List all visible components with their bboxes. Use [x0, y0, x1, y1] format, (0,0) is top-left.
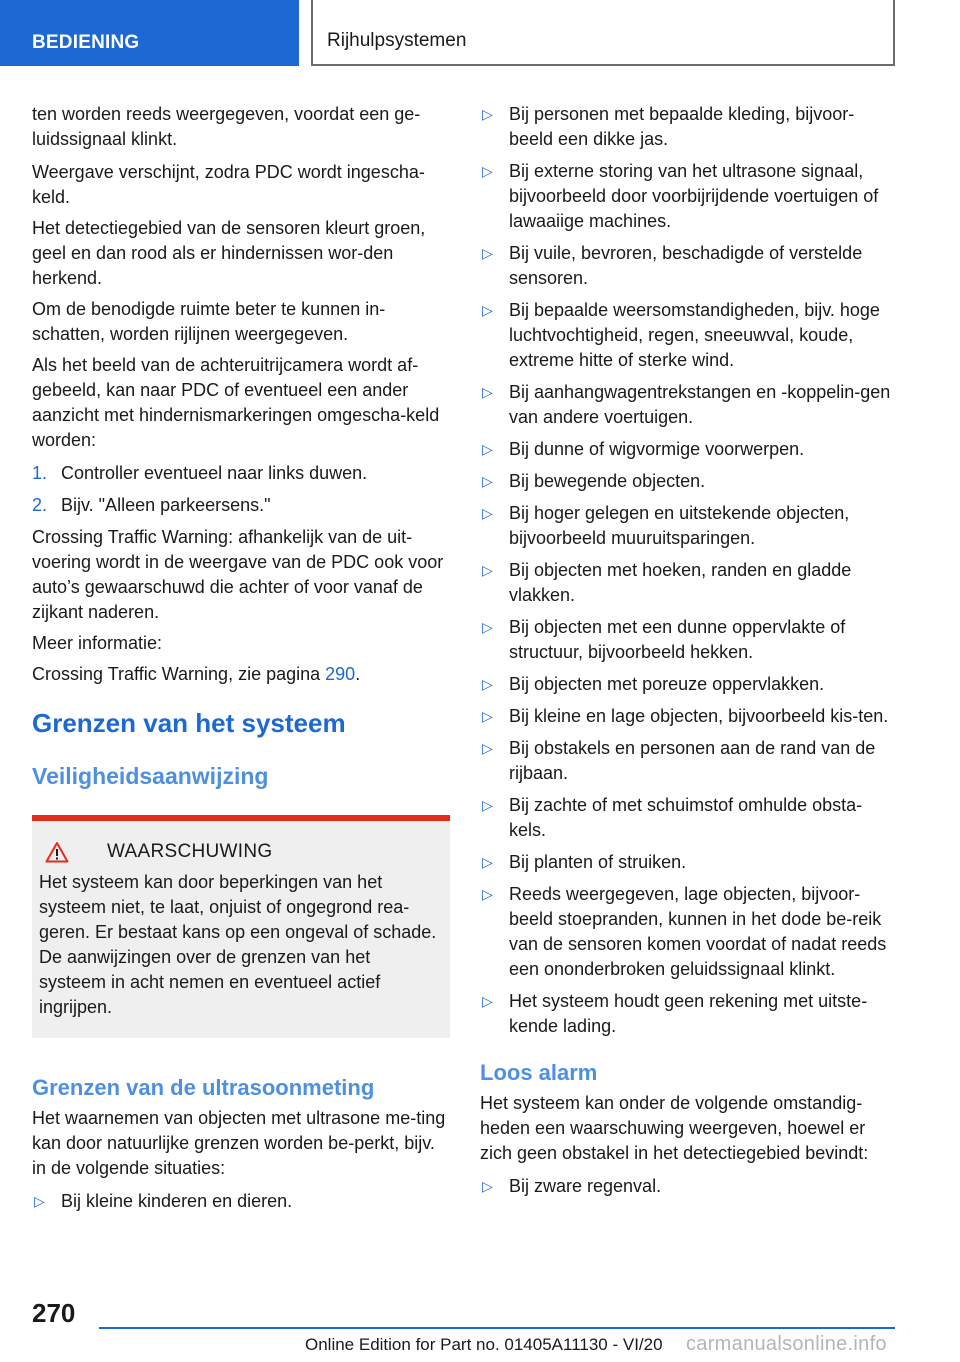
paragraph: Het waarnemen van objecten met ultrasone me-ting kan door natuurlijke grenzen worden be-perkt, bijv. in de volgende situaties: — [32, 1108, 446, 1178]
list-item-text: Bij externe storing van het ultrasone signaal, bijvoorbeeld door voorbijrijdende voertuigen of lawaaiige machines. — [509, 161, 879, 231]
bullet-triangle-icon: ▷ — [482, 676, 493, 692]
subsection-heading: Veiligheidsaanwijzing — [32, 763, 269, 789]
list-item — [480, 615, 898, 665]
step-text: Bijv. "Alleen parkeersens." — [61, 495, 271, 515]
paragraph: Om de benodigde ruimte beter te kunnen in-schatten, worden rijlijnen weergegeven. — [32, 299, 386, 344]
list-item — [480, 1174, 898, 1199]
list-item — [480, 437, 898, 462]
list-item — [480, 989, 898, 1039]
list-item — [480, 793, 898, 843]
bullet-triangle-icon: ▷ — [482, 854, 493, 870]
list-item-text: Bij objecten met hoeken, randen en gladde vlakken. — [509, 560, 852, 605]
step-number: 1. — [32, 463, 48, 483]
chapter-title: Rijhulpsystemen — [311, 0, 895, 66]
list-item-text: Bij personen met bepaalde kleding, bijvoor-beeld een dikke jas. — [509, 104, 855, 149]
list-item-text: Bij kleine en lage objecten, bijvoorbeeld kis-ten. — [509, 706, 889, 726]
bullet-triangle-icon: ▷ — [482, 740, 493, 756]
paragraph: ten worden reeds weergegeven, voordat een ge-luidssignaal klinkt. — [32, 104, 421, 149]
subsection-heading: Loos alarm — [480, 1060, 598, 1085]
list-item-text: Bij bewegende objecten. — [509, 471, 706, 491]
page-link[interactable]: 290 — [325, 664, 356, 684]
list-item-text: Bij planten of struiken. — [509, 852, 687, 872]
list-item — [480, 558, 898, 608]
list-item — [32, 461, 450, 486]
bullet-triangle-icon: ▷ — [482, 993, 493, 1009]
list-item-text: Bij dunne of wigvormige voorwerpen. — [509, 439, 805, 459]
cross-reference — [32, 662, 450, 687]
bullet-triangle-icon: ▷ — [482, 441, 493, 457]
bullet-triangle-icon: ▷ — [482, 163, 493, 179]
list-item-text: Bij objecten met poreuze oppervlakken. — [509, 674, 825, 694]
list-item — [480, 159, 898, 234]
warning-box — [32, 815, 450, 1038]
footer-rule — [99, 1327, 895, 1329]
bullet-triangle-icon: ▷ — [482, 505, 493, 521]
list-item-text: Bij zware regenval. — [509, 1176, 662, 1196]
list-item — [480, 882, 898, 982]
list-item-text: Bij kleine kinderen en dieren. — [61, 1191, 293, 1211]
bullet-triangle-icon: ▷ — [482, 384, 493, 400]
warning-text: Het systeem kan door beperkingen van het systeem niet, te laat, onjuist of ongegrond rea-geren. Er bestaat kans op een ongeval of schade. De aanwijzingen over de grenzen van het systeem in acht nemen en eventueel actief ingrijpen. — [39, 872, 437, 1017]
list-item — [480, 704, 898, 729]
bullet-triangle-icon: ▷ — [482, 562, 493, 578]
list-item-text: Het systeem houdt geen rekening met uitste-kende lading. — [509, 991, 868, 1036]
paragraph: Weergave verschijnt, zodra PDC wordt ingescha-keld. — [32, 162, 425, 207]
list-item — [32, 493, 450, 518]
list-item — [480, 850, 898, 875]
list-item — [480, 672, 898, 697]
list-item — [480, 469, 898, 494]
list-item-text: Reeds weergegeven, lage objecten, bijvoor-beeld stoepranden, kunnen in het dode be-reik van de sensoren komen voordat of nadat reeds een ononderbroken geluidssignaal klinkt. — [509, 884, 887, 979]
warning-title: WAARSCHUWING — [107, 841, 273, 862]
bullet-triangle-icon: ▷ — [482, 708, 493, 724]
right-column — [480, 102, 898, 1206]
list-item-text: Bij objecten met een dunne oppervlakte of structuur, bijvoorbeeld hekken. — [509, 617, 846, 662]
bullet-triangle-icon: ▷ — [482, 619, 493, 635]
left-column — [32, 102, 450, 1221]
bullet-list — [480, 102, 898, 1039]
ultrasound-section — [32, 1074, 450, 1214]
edition-line: Online Edition for Part no. 01405A11130 - VI/20 — [305, 1335, 663, 1354]
section-heading: Grenzen van het systeem — [32, 708, 346, 738]
bullet-triangle-icon: ▷ — [482, 797, 493, 813]
list-item — [32, 1189, 450, 1214]
paragraph: Als het beeld van de achteruitrijcamera wordt af-gebeeld, kan naar PDC of eventueel een ander aanzicht met hindernismarkeringen omgescha-keld worden: — [32, 355, 440, 450]
paragraph: Het systeem kan onder de volgende omstandig-heden een waarschuwing weergeven, hoewel er zich geen obstakel in het detectiegebied bevindt: — [480, 1093, 869, 1163]
list-item — [480, 380, 898, 430]
bullet-triangle-icon: ▷ — [482, 886, 493, 902]
paragraph: Meer informatie: — [32, 633, 163, 653]
list-item — [480, 102, 898, 152]
warning-triangle-icon — [45, 841, 69, 863]
cross-reference-text: Crossing Traffic Warning, zie pagina — [32, 664, 326, 684]
page-number: 270 — [32, 1298, 76, 1328]
bullet-triangle-icon: ▷ — [482, 106, 493, 122]
paragraph: Het detectiegebied van de sensoren kleurt groen, geel en dan rood als er hindernissen wor-den herkend. — [32, 218, 426, 288]
bullet-triangle-icon: ▷ — [482, 245, 493, 261]
subsection-heading: Grenzen van de ultrasoonmeting — [32, 1075, 375, 1100]
list-item-text: Bij zachte of met schuimstof omhulde obsta-kels. — [509, 795, 863, 840]
step-text: Controller eventueel naar links duwen. — [61, 463, 368, 483]
cross-reference-end: . — [355, 664, 361, 684]
list-item-text: Bij aanhangwagentrekstangen en -koppelin-gen van andere voertuigen. — [509, 382, 891, 427]
list-item — [480, 298, 898, 373]
paragraph: Crossing Traffic Warning: afhankelijk van de uit-voering wordt in de weergave van de PDC ook voor auto’s gewaarschuwd die achter of voor vanaf de zijkant naderen. — [32, 527, 444, 622]
list-item-text: Bij vuile, bevroren, beschadigde of verstelde sensoren. — [509, 243, 863, 288]
step-number: 2. — [32, 495, 48, 515]
warning-header — [39, 839, 442, 864]
bullet-triangle-icon: ▷ — [482, 1178, 493, 1194]
bullet-triangle-icon: ▷ — [34, 1193, 45, 1209]
list-item-text: Bij obstakels en personen aan de rand van de rijbaan. — [509, 738, 876, 783]
bullet-triangle-icon: ▷ — [482, 473, 493, 489]
list-item — [480, 501, 898, 551]
section-tab: BEDIENING — [0, 0, 299, 66]
list-item — [480, 736, 898, 786]
list-item-text: Bij bepaalde weersomstandigheden, bijv. hoge luchtvochtigheid, regen, sneeuwval, koude, extreme hitte of sterke wind. — [509, 300, 880, 370]
list-item — [480, 241, 898, 291]
watermark: carmanualsonline.info — [686, 1333, 887, 1355]
list-item-text: Bij hoger gelegen en uitstekende objecten, bijvoorbeeld muuruitsparingen. — [509, 503, 850, 548]
bullet-triangle-icon: ▷ — [482, 302, 493, 318]
